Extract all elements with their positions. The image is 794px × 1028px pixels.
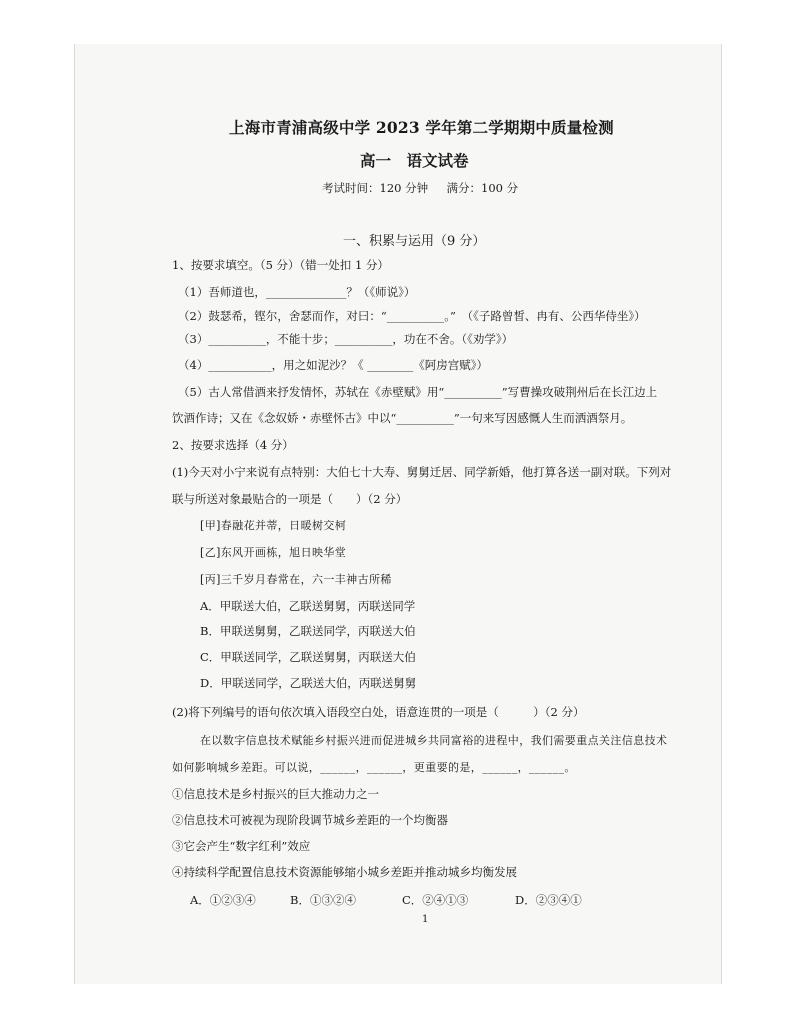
sentence-2: ②信息技术可被视为现阶段调节城乡差距的一个均衡器 [172,813,448,827]
question-1-item-2: （2）鼓瑟希，铿尔，舍瑟而作，对曰：“__________。” （《子路曾皙、冉有、公西华侍坐》） [178,309,646,323]
passage-line-1: 在以数字信息技术赋能乡村振兴进而促进城乡共同富裕的进程中，我们需要重点关注信息技术 [200,734,668,747]
exam-subtitle: 高一 语文试卷 [360,151,469,170]
answer-option-b: B．①③②④ [290,893,356,907]
sentence-4: ④持续科学配置信息技术资源能够缩小城乡差距并推动城乡均衡发展 [172,865,517,879]
exam-title: 上海市青浦高级中学 2023 学年第二学期期中质量检测 [229,118,614,137]
question-1-item-5-line-1: （5）古人常借酒来抒发情怀，苏轼在《赤壁赋》用“__________”写曹操攻破荆州后在长江边上 [178,385,658,399]
question-1-item-3: （3）__________，不能十步；__________，功在不舍。（《劝学》） [178,332,514,346]
answer-option-c: C．②④①③ [402,893,469,907]
question-2-1-line-2: 联与所送对象最贴合的一项是（ ）（2 分） [172,492,408,506]
question-2-2-stem: (2)将下列编号的语句依次填入语段空白处，语意连贯的一项是（ ）（2 分） [172,705,585,719]
answer-option-a: A．①②③④ [190,893,256,907]
full-score: 满分：100 分 [446,181,519,195]
exam-info [322,180,518,196]
question-1-item-4: （4）___________，用之如泥沙？《 ________《阿房宫赋》） [178,358,488,372]
passage-line-2: 如何影响城乡差距。可以说，______，______，更重要的是，______，______。 [172,761,576,774]
sentence-3: ③它会产生“数字红利”效应 [172,839,311,853]
option-a: A．甲联送大伯，乙联送舅舅，丙联送同学 [200,599,416,613]
question-1-stem: 1、按要求填空。（5 分）（错一处扣 1 分） [172,258,389,272]
answer-option-d: D．②③④① [515,893,582,907]
page-number: 1 [422,914,429,925]
question-2-stem: 2、按要求选择（4 分） [172,438,294,452]
question-1-item-5-line-2: 饮酒作诗；又在《念奴娇・赤壁怀古》中以“__________”一句来写因感慨人生而洒酒祭月。 [172,411,633,425]
option-b: B．甲联送舅舅，乙联送同学，丙联送大伯 [200,624,416,638]
couplet-jia: [甲]春融花并蒂，日暖树交柯 [200,519,347,532]
couplet-yi: [乙]东风开画栋，旭日映华堂 [200,546,347,559]
option-c: C．甲联送同学，乙联送舅舅，丙联送大伯 [200,650,416,664]
question-2-1-line-1: (1)今天对小宁来说有点特别：大伯七十大寿、舅舅迁居、同学新婚，他打算各送一副对联。下列对 [172,465,672,479]
sentence-1: ①信息技术是乡村振兴的巨大推动力之一 [172,787,379,801]
section-heading: 一、积累与运用（9 分） [343,234,486,249]
option-d: D．甲联送同学，乙联送大伯，丙联送舅舅 [200,676,417,690]
couplet-bing: [丙]三千岁月春常在，六一丰神古所稀 [200,573,392,586]
question-1-item-1: （1）吾师道也，______________？（《师说》） [178,285,416,299]
exam-time: 考试时间：120 分钟 [322,181,429,195]
